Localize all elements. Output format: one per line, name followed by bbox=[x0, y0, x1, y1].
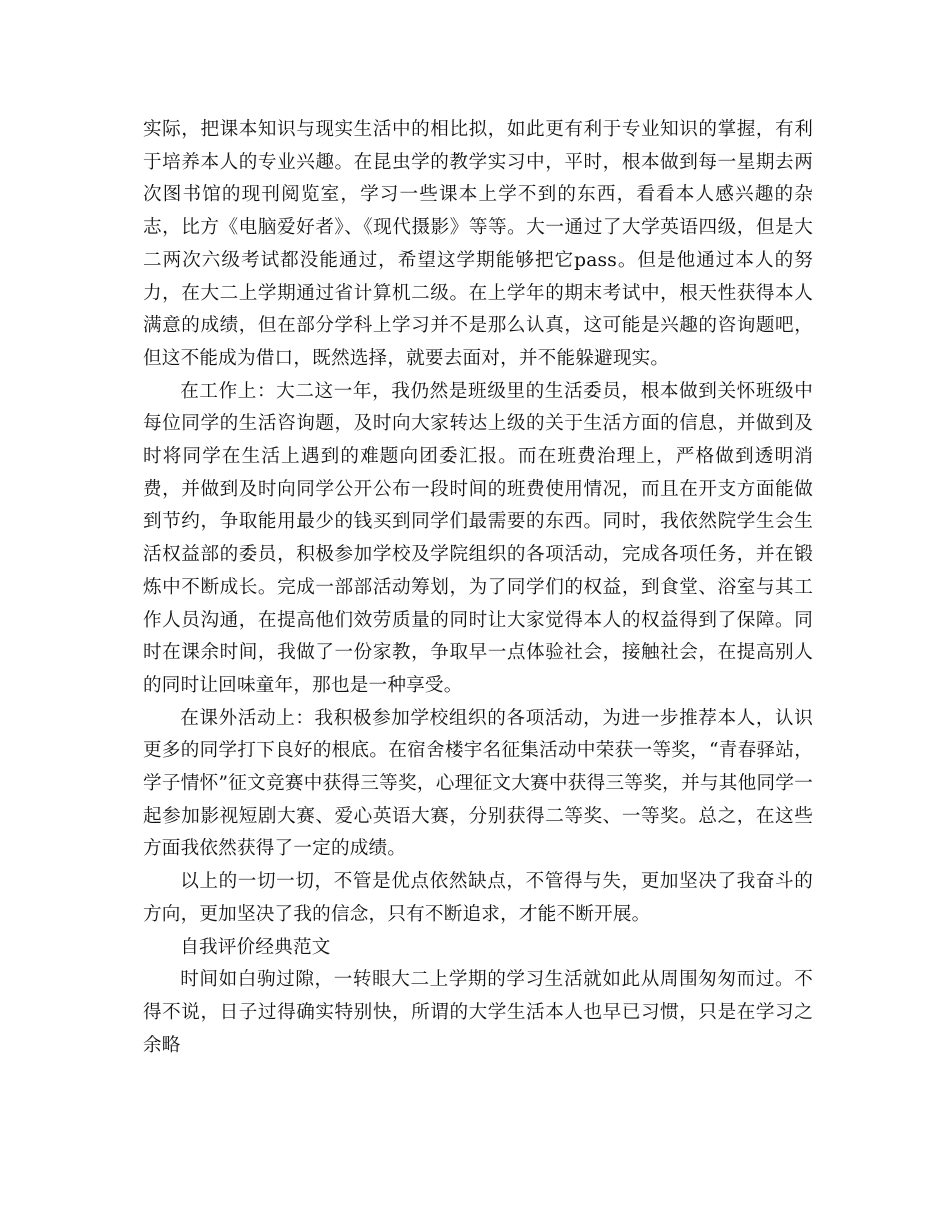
paragraph-study: 实际，把课本知识与现实生活中的相比拟，如此更有利于专业知识的掌握，有利于培养本人的专业兴趣。在昆虫学的教学实习中，平时，根本做到每一星期去两次图书馆的现刊阅览室，学习一些课本上学不到的东西，看看本人感兴趣的杂志，比方《电脑爱好者》、《现代摄影》等等。大一通过了大学英语四级，但是大二两次六级考试都没能通过，希望这学期能够把它pass。但是他通过本人的努力，在大二上学期通过省计算机二级。在上学年的期末考试中，根天性获得本人满意的成绩，但在部分学科上学习并不是那么认真，这可能是兴趣的咨询题吧，但这不能成为借口，既然选择，就要去面对，并不能躲避现实。 bbox=[143, 119, 813, 369]
document-body bbox=[143, 114, 813, 1062]
paragraph-closing: 时间如白驹过隙，一转眼大二上学期的学习生活就如此从周围匆匆而过。不得不说，日子过得确实特别快，所谓的大学生活本人也早已习惯，只是在学习之余略 bbox=[143, 969, 813, 1056]
paragraph-summary: 以上的一切一切，不管是优点依然缺点，不管得与失，更加坚决了我奋斗的方向，更加坚决了我的信念，只有不断追求，才能不断开展。 bbox=[143, 871, 813, 925]
paragraph-activities: 在课外活动上：我积极参加学校组织的各项活动，为进一步推荐本人，认识更多的同学打下良好的根底。在宿舍楼宇名征集活动中荣获一等奖，“青春驿站，学子情怀”征文竞赛中获得三等奖，心理征文大赛中获得三等奖，并与其他同学一起参加影视短剧大赛、爱心英语大赛，分别获得二等奖、一等奖。总之，在这些方面我依然获得了一定的成绩。 bbox=[143, 707, 813, 860]
paragraph-work: 在工作上：大二这一年，我仍然是班级里的生活委员，根本做到关怀班级中每位同学的生活咨询题，及时向大家转达上级的关于生活方面的信息，并做到及时将同学在生活上遇到的难题向团委汇报。而在班费治理上，严格做到透明消费，并做到及时向同学公开公布一段时间的班费使用情况，而且在开支方面能做到节约，争取能用最少的钱买到同学们最需要的东西。同时，我依然院学生会生活权益部的委员，积极参加学校及学院组织的各项活动，完成各项任务，并在锻炼中不断成长。完成一部部活动筹划，为了同学们的权益，到食堂、浴室与其工作人员沟通，在提高他们效劳质量的同时让大家觉得本人的权益得到了保障。同时在课余时间，我做了一份家教，争取早一点体验社会，接触社会，在提高别人的同时让回味童年，那也是一种享受。 bbox=[143, 380, 813, 696]
section-heading: 自我评价经典范文 bbox=[180, 936, 331, 958]
